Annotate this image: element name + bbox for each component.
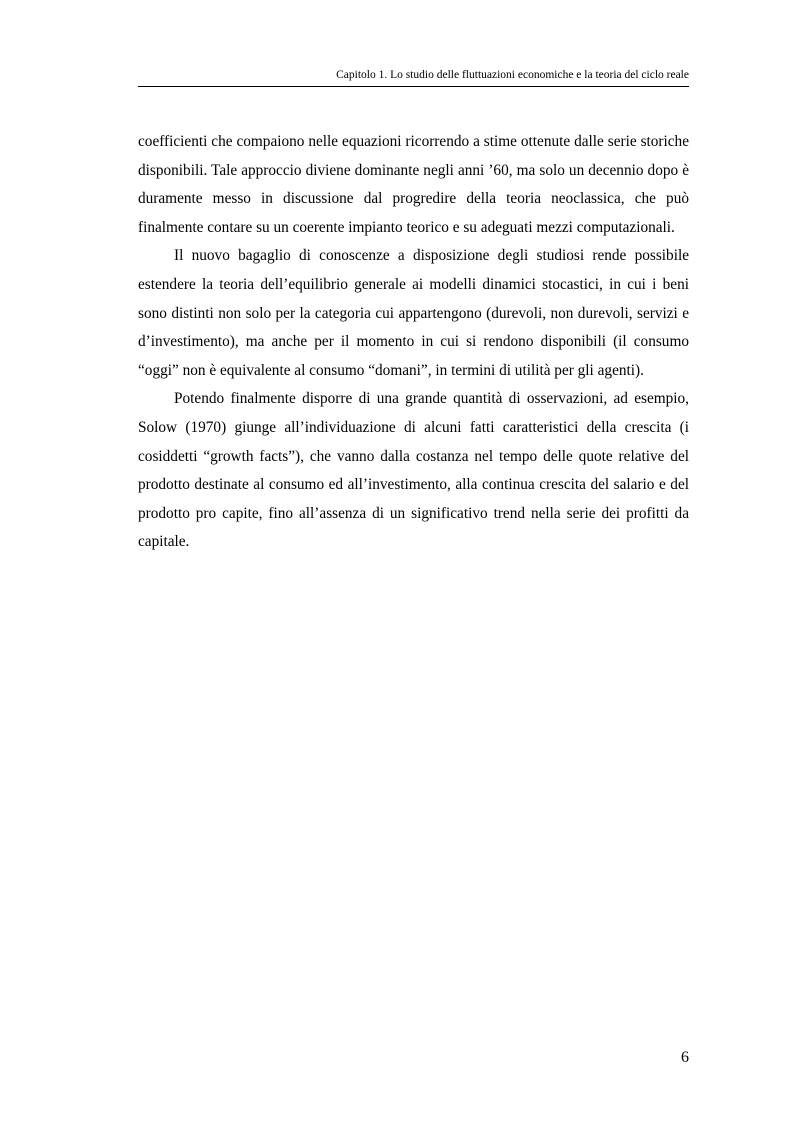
running-header: Capitolo 1. Lo studio delle fluttuazioni economiche e la teoria del ciclo reale bbox=[336, 69, 689, 81]
paragraph-1: coefficienti che compaiono nelle equazioni ricorrendo a stime ottenute dalle serie storiche disponibili. Tale approccio diviene dominante negli anni ’60, ma solo un decennio dopo è duramente messo in discussione dal progredire della teoria neoclassica, che può finalmente contare su un coerente impianto teorico e su adeguati mezzi computazionali. bbox=[138, 133, 689, 236]
header-rule bbox=[138, 86, 689, 87]
paragraph-3: Potendo finalmente disporre di una grande quantità di osservazioni, ad esempio, Solow (1970) giunge all’individuazione di alcuni fatti caratteristici della crescita (i cosiddetti “growth facts”), che vanno dalla costanza nel tempo delle quote relative del prodotto destinate al consumo ed all’investimento, alla continua crescita del salario e del prodotto pro capite, fino all’assenza di un significativo trend nella serie dei profitti da capitale. bbox=[138, 390, 689, 551]
page-number: 6 bbox=[681, 1049, 689, 1066]
body-text bbox=[138, 128, 689, 557]
paragraph-2: Il nuovo bagaglio di conoscenze a disposizione degli studiosi rende possibile estendere la teoria dell’equilibrio generale ai modelli dinamici stocastici, in cui i beni sono distinti non solo per la categoria cui appartengono (durevoli, non durevoli, servizi e d’investimento), ma anche per il momento in cui si rendono disponibili (il consumo “oggi” non è equivalente al consumo “domani”, in termini di utilità per gli agenti). bbox=[138, 247, 689, 379]
